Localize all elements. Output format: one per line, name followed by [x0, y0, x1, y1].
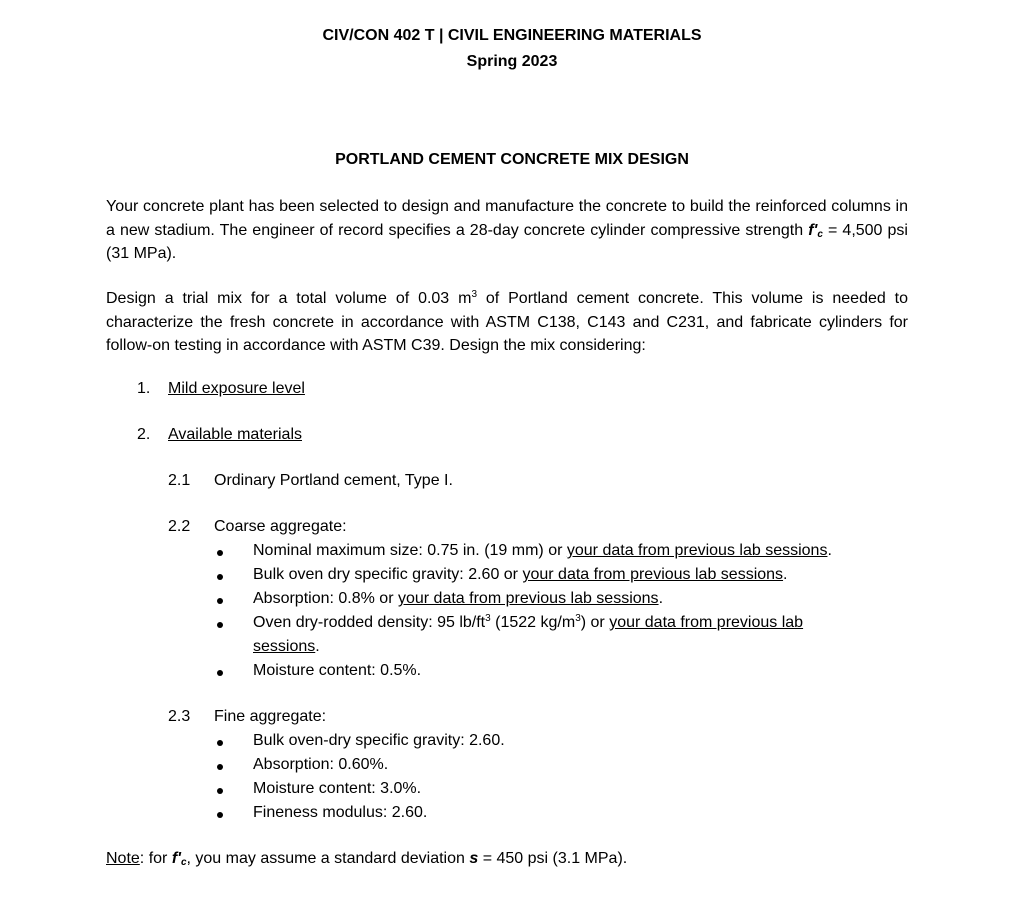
- document-title: PORTLAND CEMENT CONCRETE MIX DESIGN: [335, 151, 689, 168]
- list-item: Absorption: 0.8% or your data from previous lab sessions.: [253, 590, 664, 607]
- list-item: Moisture content: 0.5%.: [253, 662, 422, 679]
- intro-paragraph: Your concrete plant has been selected to design and manufacture the concrete to build the reinforced columns in a new stadium. The engineer of record specifies a 28-day concrete cylinder compressive strength $f'_c = 4,500$ psi (31 MPa).: [106, 198, 908, 262]
- list-item: Absorption: 0.60%.: [253, 756, 389, 773]
- term: Spring 2023: [466, 53, 558, 70]
- bullet-icon: [217, 574, 223, 580]
- fine-aggregate-heading: Fine aggregate:: [214, 708, 327, 725]
- bullet-icon: [217, 670, 223, 676]
- bullet-icon: [217, 550, 223, 556]
- list-item: Oven dry-rodded density: 95 $lb/ft^3$ (1522 $kg/m^3$) or your data from previous lab: [253, 613, 804, 631]
- sub-number-2-3: 2.3: [168, 708, 191, 725]
- list-item-exposure: Mild exposure level: [168, 380, 305, 397]
- bullet-icon: [217, 622, 223, 628]
- list-item: Moisture content: 3.0%.: [253, 780, 422, 797]
- cement-text: Ordinary Portland cement, Type I.: [214, 472, 453, 489]
- bullet-icon: [217, 598, 223, 604]
- bullet-icon: [217, 764, 223, 770]
- list-item: Bulk oven-dry specific gravity: 2.60.: [253, 732, 505, 749]
- sub-number-2-2: 2.2: [168, 518, 191, 535]
- bullet-icon: [217, 788, 223, 794]
- design-paragraph: Design a trial mix for a total volume of 0.03 $m^3$ of Portland cement concrete. This volume is needed to characterize the fresh concrete in accordance with ASTM C138, C143 and C231, and fabricate cylinders for follow-on testing in accordance with ASTM C39. Design the mix considering:: [106, 289, 908, 354]
- course-title: CIV/CON 402 T | CIVIL ENGINEERING MATERIALS: [322, 27, 702, 44]
- bullet-icon: [217, 812, 223, 818]
- list-item: Bulk oven dry specific gravity: 2.60 or your data from previous lab sessions.: [253, 566, 788, 583]
- bullet-icon: [217, 740, 223, 746]
- note: Note: for $f'_c$, you may assume a standard deviation s = 450 psi (3.1 MPa).: [106, 850, 628, 868]
- list-item-continued: sessions.: [253, 638, 320, 655]
- list-item: Fineness modulus: 2.60.: [253, 804, 428, 821]
- list-item-materials: Available materials: [168, 426, 302, 443]
- sub-number-2-1: 2.1: [168, 472, 191, 489]
- list-number-2: 2.: [137, 426, 151, 443]
- list-number-1: 1.: [137, 380, 151, 397]
- fc-symbol: f': [808, 221, 818, 239]
- coarse-aggregate-heading: Coarse aggregate:: [214, 518, 347, 535]
- note-label: Note: [106, 850, 140, 867]
- list-item: Nominal maximum size: 0.75 in. (19 mm) or your data from previous lab sessions.: [253, 542, 832, 559]
